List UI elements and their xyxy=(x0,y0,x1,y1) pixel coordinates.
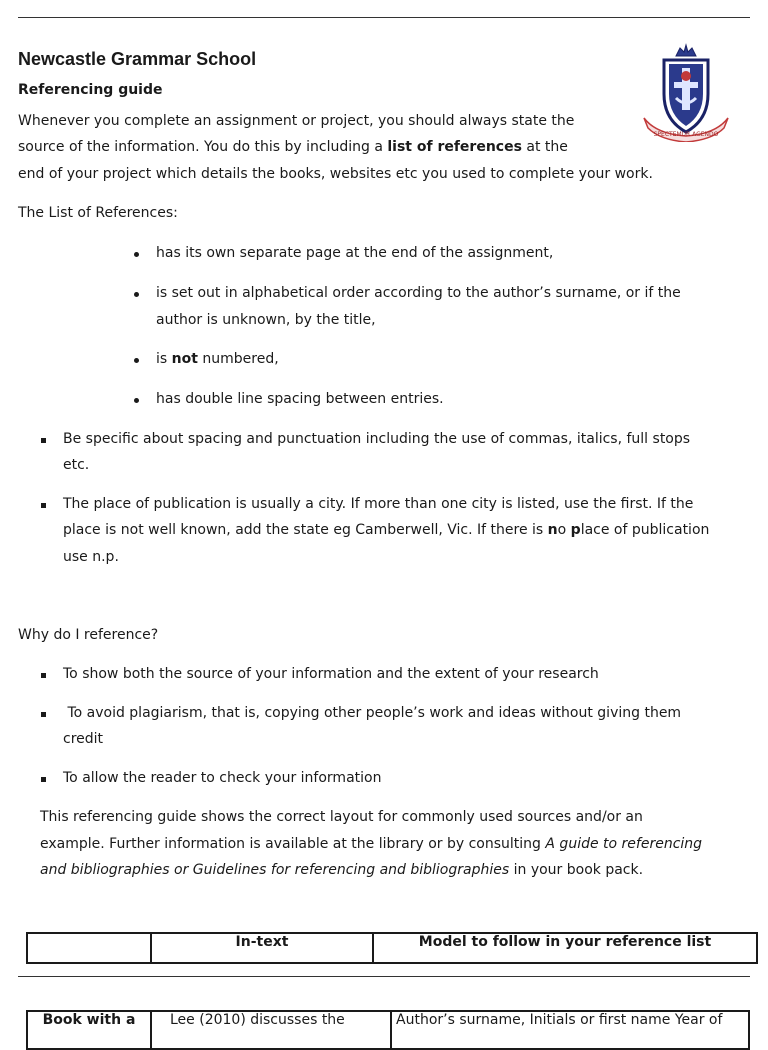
page-title: Newcastle Grammar School xyxy=(18,49,257,69)
list-item-text: numbered, xyxy=(197,351,279,367)
reference-table-header xyxy=(26,932,758,964)
intro-text: source of the information. You do this by including a xyxy=(18,139,388,155)
list-item: has double line spacing between entries. xyxy=(156,391,444,407)
rule-item-continued xyxy=(63,522,709,538)
bullet-dot-icon xyxy=(134,292,139,297)
school-crest-logo xyxy=(638,42,734,142)
list-item-text: is xyxy=(156,351,172,367)
bullet-square-icon xyxy=(41,712,46,717)
rule-bold: p xyxy=(570,522,581,538)
bullet-square-icon xyxy=(41,503,46,508)
guide-note-line-3 xyxy=(40,862,643,878)
guide-note-italic: and bibliographies or Guidelines for referencing and bibliographies xyxy=(40,862,510,878)
table-cell: Lee (2010) discusses the xyxy=(151,1011,391,1049)
why-heading: Why do I reference? xyxy=(18,627,159,643)
intro-bold-term: list of references xyxy=(387,139,522,155)
list-item xyxy=(156,351,279,367)
rule-bold: n xyxy=(547,522,558,538)
intro-line-1: Whenever you complete an assignment or project, you should always state the xyxy=(18,113,575,129)
rule-text: place is not well known, add the state eg Camberwell, Vic. If there is xyxy=(63,522,548,538)
bullet-dot-icon xyxy=(134,358,139,363)
bullet-dot-icon xyxy=(134,252,139,257)
page-break-rule xyxy=(18,976,750,977)
intro-line-3: end of your project which details the books, websites etc you used to complete your work. xyxy=(18,166,653,182)
intro-text-after: at the xyxy=(521,139,568,155)
list-heading: The List of References: xyxy=(18,205,178,221)
guide-note-line-2 xyxy=(40,836,702,852)
list-item-continued: author is unknown, by the title, xyxy=(156,312,376,328)
table-header-cell: Model to follow in your reference list xyxy=(373,933,757,963)
svg-text:SPECTEMUR AGENDO: SPECTEMUR AGENDO xyxy=(653,131,719,138)
rule-text: lace of publication xyxy=(580,522,710,538)
rule-item: The place of publication is usually a city. If more than one city is listed, use the first. If the xyxy=(63,496,694,512)
rule-item-continued: use n.p. xyxy=(63,549,119,565)
reason-item: To avoid plagiarism, that is, copying other people’s work and ideas without giving them xyxy=(63,705,682,721)
bullet-square-icon xyxy=(41,438,46,443)
table-row-label: Book with a xyxy=(27,1011,151,1049)
table-cell: Author’s surname, Initials or first name Year of xyxy=(391,1011,749,1049)
list-item-bold: not xyxy=(171,351,198,367)
guide-note-text: example. Further information is available at the library or by consulting xyxy=(40,836,546,852)
intro-line-2 xyxy=(18,139,568,155)
reason-item: To allow the reader to check your information xyxy=(63,770,382,786)
guide-note-italic: A guide to referencing xyxy=(545,836,703,852)
rule-text: o xyxy=(557,522,571,538)
rule-item: Be specific about spacing and punctuation including the use of commas, italics, full stops xyxy=(63,431,691,447)
guide-note-line-1: This referencing guide shows the correct layout for commonly used sources and/or an xyxy=(40,809,643,825)
bullet-square-icon xyxy=(41,777,46,782)
top-rule xyxy=(18,17,750,18)
list-item: has its own separate page at the end of the assignment, xyxy=(156,245,554,261)
guide-note-text: in your book pack. xyxy=(509,862,644,878)
table-header-cell xyxy=(27,933,151,963)
table-header-cell: In-text xyxy=(151,933,373,963)
list-item: is set out in alphabetical order according to the author’s surname, or if the xyxy=(156,285,681,301)
reference-table-body xyxy=(26,1010,750,1050)
rule-item-continued: etc. xyxy=(63,457,90,473)
bullet-dot-icon xyxy=(134,398,139,403)
bullet-square-icon xyxy=(41,673,46,678)
page-subtitle: Referencing guide xyxy=(18,82,163,98)
reason-item: To show both the source of your information and the extent of your research xyxy=(63,666,599,682)
reason-item-continued: credit xyxy=(63,731,104,747)
